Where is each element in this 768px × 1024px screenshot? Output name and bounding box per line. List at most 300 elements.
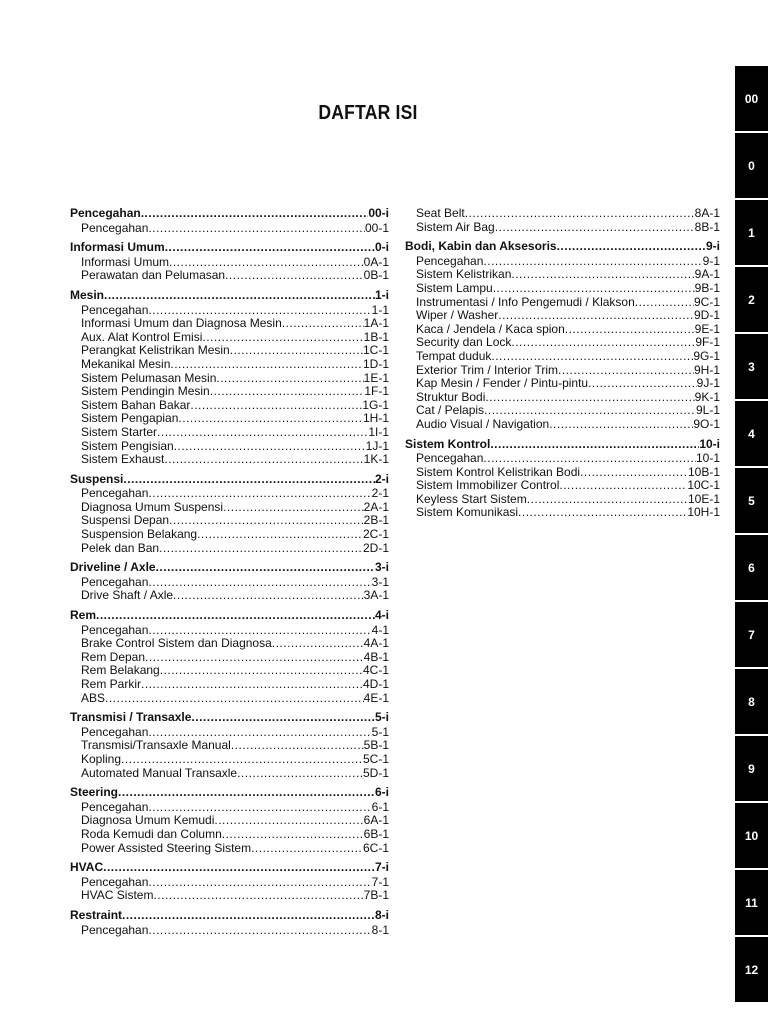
toc-entry[interactable] [70,651,389,665]
toc-entry-label: Pencegahan [81,874,149,889]
toc-entry-label: Drive Shaft / Axle [81,588,174,603]
toc-section-heading-page: 1-i [374,287,389,302]
toc-entry[interactable] [70,344,389,358]
leader-dots [148,726,371,740]
leader-dots [141,207,369,221]
toc-section-heading-page: 7-i [374,860,389,875]
toc-section-heading[interactable] [70,289,389,303]
toc-entry-page: 8A-1 [694,206,720,220]
toc-entry-page: 2A-1 [363,499,389,514]
leader-dots [495,221,695,235]
leader-dots [230,344,363,358]
toc-section-heading-page: 3-i [374,560,389,575]
toc-entry-page: 3A-1 [363,588,389,603]
toc-section-heading-label: Suspensi [70,471,124,486]
leader-dots [159,542,363,556]
leader-dots [165,241,375,255]
leader-dots [222,828,364,842]
toc-entry-label: Rem Belakang [81,663,160,678]
toc-entry-label: Diagnosa Umum Suspensi [81,499,224,514]
leader-dots [485,391,694,405]
toc-entry-label: Pelek dan Ban [81,540,160,555]
toc-entry-label: Pencegahan [81,220,149,235]
toc-entry-page: 1D-1 [362,356,389,371]
toc-entry-label: Seat Belt [416,206,465,220]
toc-section [405,240,720,431]
leader-dots [237,767,363,781]
toc-section-heading[interactable] [70,561,389,575]
toc-entry-label: Cat / Pelapis [416,403,485,418]
toc-entry-page: 10C-1 [687,478,720,493]
toc-entry[interactable] [405,221,720,235]
leader-dots [148,304,371,318]
toc-entry-page: 9B-1 [694,280,720,295]
toc-entry-page: 4D-1 [362,677,389,691]
toc-entry[interactable] [70,576,389,590]
leader-dots [225,269,364,283]
toc-entry[interactable] [70,528,389,542]
toc-entry-page: 9L-1 [695,403,720,418]
toc-entry-page: 6B-1 [363,826,389,841]
toc-entry-page: 2-1 [371,486,389,501]
toc-entry-label: Pencegahan [416,451,484,466]
leader-dots [511,268,694,282]
toc-section-heading-label: Sistem Kontrol [405,436,491,451]
toc-entry-page: 10-1 [695,451,720,466]
section-tab[interactable]: 2 [735,267,768,332]
section-tab[interactable]: 11 [735,870,768,935]
section-tab[interactable]: 00 [735,66,768,131]
leader-dots [518,506,687,520]
toc-section-heading[interactable] [70,909,389,923]
toc-entry-page: 2B-1 [363,513,389,528]
toc-entry-page: 6-1 [371,799,389,814]
toc-entry[interactable] [70,426,389,440]
leader-dots [490,438,699,452]
toc-entry[interactable] [405,268,720,282]
toc-entry[interactable] [70,256,389,270]
toc-entry[interactable] [70,222,389,236]
toc-entry-page: 6A-1 [363,813,389,828]
toc-entry-label: Pencegahan [81,724,149,739]
toc-section-heading-page: 5-i [374,710,389,725]
toc-section [70,241,389,283]
leader-dots [498,309,694,323]
toc-entry-label: Power Assisted Steering Sistem [81,840,252,855]
toc-entry-label: Tempat duduk [416,348,492,363]
toc-entry-page: 7-1 [371,874,389,889]
toc-entry-page: 10E-1 [687,491,720,506]
leader-dots [282,317,364,331]
toc-entry[interactable] [70,304,389,318]
toc-left-column [70,207,389,943]
toc-entry[interactable] [70,924,389,938]
toc-entry[interactable] [70,828,389,842]
leader-dots [148,222,365,236]
leader-dots [202,331,363,345]
leader-dots [493,282,695,296]
leader-dots [148,487,371,501]
toc-entry-label: Pencegahan [416,253,484,268]
toc-entry[interactable] [405,493,720,507]
toc-entry-label: Struktur Bodi [416,389,486,404]
toc-entry-label: Rem Parkir [81,677,142,691]
toc-section-heading[interactable] [70,473,389,487]
toc-entry-label: Instrumentasi / Info Pengemudi / Klakson [416,294,635,309]
toc-entry-label: Sistem Pengapian [81,411,179,426]
toc-entry-label: Perawatan dan Pelumasan [81,268,226,283]
toc-entry-page: 9D-1 [693,308,720,323]
toc-section-heading[interactable] [70,861,389,875]
leader-dots [272,637,364,651]
toc-entry[interactable] [70,814,389,828]
toc-entry-page: 1-1 [371,302,389,317]
toc-section [70,711,389,780]
toc-entry-label: Security dan Lock [416,335,512,350]
leader-dots [559,479,687,493]
leader-dots [160,664,363,678]
toc-entry-label: Kap Mesin / Fender / Pintu-pintu [416,376,589,391]
toc-entry-page: 9-1 [702,253,720,268]
toc-entry-label: Sistem Kontrol Kelistrikan Bodi [416,464,581,479]
toc-entry-page: 0B-1 [363,268,389,283]
toc-entry-page: 4E-1 [363,690,389,705]
toc-entry-page: 9O-1 [693,416,720,431]
toc-entry-page: 3-1 [371,574,389,589]
toc-entry-page: 2C-1 [362,527,389,542]
leader-dots [148,876,371,890]
toc-entry-label: Sistem Immobilizer Control [416,478,560,493]
toc-entry-page: 9G-1 [693,348,720,363]
toc-section-heading-label: Informasi Umum [70,240,165,255]
toc-entry-label: Wiper / Washer [416,308,499,323]
toc-entry-page: 8B-1 [694,219,720,234]
toc-entry[interactable] [405,336,720,350]
toc-entry[interactable] [70,624,389,638]
toc-entry-label: Kopling [81,751,122,766]
toc-entry-label: Aux. Alat Kontrol Emisi [81,329,203,344]
toc-entry[interactable] [70,692,389,706]
toc-entry-page: 4B-1 [363,649,389,664]
leader-dots [465,207,695,221]
toc-entry-page: 1I-1 [368,424,389,439]
toc-entry-page: 9J-1 [696,376,720,391]
toc-entry-page: 9K-1 [694,389,720,404]
toc-entry-label: HVAC Sistem [81,888,154,903]
leader-dots [527,493,688,507]
toc-section [405,438,720,521]
toc-entry-label: Pencegahan [81,574,149,589]
toc-entry-page: 1A-1 [363,316,389,331]
toc-section-heading[interactable] [70,241,389,255]
toc-section-heading[interactable] [70,207,389,221]
toc-entry-label: Sistem Komunikasi [416,505,519,520]
toc-entry-label: Suspensi Depan [81,513,170,528]
toc-entry-page: 5-1 [371,724,389,739]
toc-section-heading-label: Restraint [70,907,123,922]
toc-entry[interactable] [70,399,389,413]
leader-dots [123,473,375,487]
toc-section-heading[interactable] [70,786,389,800]
leader-dots [169,514,364,528]
toc-section-heading-label: Steering [70,785,119,800]
toc-entry-label: ABS [81,690,106,705]
leader-dots [216,372,363,386]
leader-dots [164,453,363,467]
toc-entry[interactable] [70,801,389,815]
toc-section-heading-label: Transmisi / Transaxle [70,710,192,725]
leader-dots [148,924,371,938]
leader-dots [223,501,364,515]
toc-entry[interactable] [70,385,389,399]
toc-entry[interactable] [70,889,389,903]
leader-dots [565,323,695,337]
toc-section [405,207,720,234]
leader-dots [148,576,371,590]
toc-right-column [405,207,720,526]
leader-dots [96,609,375,623]
toc-entry-page: 10H-1 [687,505,720,520]
leader-dots [104,289,375,303]
toc-entry[interactable] [405,391,720,405]
toc-section-heading-page: 00-i [368,206,389,220]
toc-entry-page: 5D-1 [362,765,389,780]
toc-entry[interactable] [70,372,389,386]
toc-entry-label: Pencegahan [81,799,149,814]
toc-section [70,786,389,855]
toc-section-heading[interactable] [70,609,389,623]
toc-entry-page: 9H-1 [693,362,720,377]
toc-entry[interactable] [405,323,720,337]
leader-dots [483,452,696,466]
toc-entry[interactable] [405,466,720,480]
section-tab[interactable]: 8 [735,669,768,734]
toc-entry-page: 2D-1 [362,540,389,555]
toc-entry[interactable] [405,418,720,432]
toc-entry-label: Diagnosa Umum Kemudi [81,813,215,828]
leader-dots [122,909,375,923]
toc-section-heading-page: 4-i [374,608,389,623]
toc-entry[interactable] [70,501,389,515]
toc-entry[interactable] [70,753,389,767]
toc-entry-page: 4A-1 [363,636,389,651]
toc-entry[interactable] [70,726,389,740]
toc-entry[interactable] [405,404,720,418]
leader-dots [178,412,363,426]
toc-section-heading-label: Driveline / Axle [70,560,156,575]
toc-entry-page: 4-1 [371,622,389,637]
leader-dots [588,377,697,391]
toc-entry-label: Kaca / Jendela / Kaca spion [416,321,565,336]
leader-dots [118,786,375,800]
toc-entry[interactable] [70,739,389,753]
toc-entry[interactable] [405,377,720,391]
toc-section [70,289,389,467]
leader-dots [121,753,363,767]
toc-entry-label: Exterior Trim / Interior Trim [416,362,559,377]
toc-entry[interactable] [70,487,389,501]
toc-entry-page: 9C-1 [693,294,720,309]
toc-section-heading-page: 10-i [699,436,720,451]
toc-section [70,861,389,903]
leader-dots [231,739,364,753]
toc-section-heading-page: 8-i [374,907,389,922]
toc-section-heading-page: 0-i [374,240,389,255]
toc-entry-label: Mekanikal Mesin [81,356,171,371]
toc-entry-label: Sistem Pengisian [81,438,174,453]
toc-entry-label: Pencegahan [81,622,149,637]
toc-entry[interactable] [405,309,720,323]
toc-section-heading[interactable] [405,240,720,254]
toc-entry-label: Informasi Umum [81,254,170,269]
section-tab[interactable]: 7 [735,602,768,667]
toc-entry-label: Audio Visual / Navigation [416,416,550,431]
toc-entry[interactable] [70,842,389,856]
toc-entry[interactable] [70,542,389,556]
toc-entry-page: 5B-1 [363,738,389,753]
leader-dots [157,426,368,440]
toc-entry[interactable] [70,876,389,890]
toc-entry[interactable] [405,255,720,269]
leader-dots [251,842,363,856]
toc-entry-page: 1G-1 [362,397,389,412]
toc-entry-label: Sistem Pendingin Mesin [81,384,210,399]
leader-dots [580,466,688,480]
toc-entry-label: Pencegahan [81,486,149,501]
leader-dots [549,418,693,432]
toc-entry[interactable] [70,589,389,603]
toc-entry-label: Rem Depan [81,649,146,664]
toc-entry-label: Brake Control Sistem dan Diagnosa [81,636,272,651]
toc-entry-page: 8-1 [371,922,389,937]
toc-entry[interactable] [405,282,720,296]
toc-entry[interactable] [70,678,389,692]
toc-entry-label: Pencegahan [81,302,149,317]
toc-entry[interactable] [405,296,720,310]
leader-dots [153,889,363,903]
toc-entry-page: 7B-1 [363,888,389,903]
leader-dots [557,240,706,254]
toc-entry[interactable] [70,453,389,467]
toc-entry-page: 1F-1 [364,384,389,399]
toc-entry[interactable] [405,350,720,364]
toc-entry[interactable] [70,664,389,678]
section-tab[interactable]: 1 [735,200,768,265]
toc-section [70,207,389,235]
toc-entry[interactable] [405,506,720,520]
toc-entry[interactable] [405,364,720,378]
toc-entry-page: 10B-1 [687,464,720,479]
section-tab[interactable]: 6 [735,535,768,600]
leader-dots [173,589,364,603]
toc-entry-page: 1E-1 [363,370,389,385]
section-tab[interactable]: 12 [735,937,768,1002]
toc-entry[interactable] [405,452,720,466]
toc-section-heading-page: 2-i [374,471,389,486]
toc-entry[interactable] [70,767,389,781]
toc-entry-page: 5C-1 [362,751,389,766]
toc-entry[interactable] [70,514,389,528]
section-tab[interactable]: 4 [735,401,768,466]
toc-entry-page: 1J-1 [365,438,389,453]
toc-entry-label: Sistem Lampu [416,280,493,295]
leader-dots [148,801,371,815]
toc-entry-page: 1B-1 [363,329,389,344]
toc-entry[interactable] [70,637,389,651]
toc-entry-label: Sistem Bahan Bakar [81,397,191,412]
leader-dots [105,692,364,706]
toc-entry-label: Transmisi/Transaxle Manual [81,738,231,753]
leader-dots [148,624,371,638]
toc-section [70,909,389,937]
toc-section [70,609,389,705]
leader-dots [635,296,694,310]
section-tab[interactable]: 5 [735,468,768,533]
section-tab[interactable]: 10 [735,803,768,868]
toc-entry-label: Roda Kemudi dan Column [81,826,222,841]
page-title: DAFTAR ISI [318,102,418,124]
toc-section-heading-label: Rem [70,608,97,623]
toc-section-heading[interactable] [70,711,389,725]
leader-dots [141,678,363,692]
leader-dots [103,861,375,875]
leader-dots [483,255,702,269]
leader-dots [170,358,363,372]
toc-entry-page: 1K-1 [363,452,389,467]
toc-entry-page: 9F-1 [695,335,720,350]
toc-entry[interactable] [70,358,389,372]
toc-entry-label: Sistem Air Bag [416,219,495,234]
toc-entry[interactable] [70,331,389,345]
leader-dots [169,256,364,270]
toc-entry-page: 9A-1 [694,267,720,282]
leader-dots [491,350,693,364]
leader-dots [190,399,362,413]
toc-entry[interactable] [70,440,389,454]
section-tab[interactable]: 0 [735,133,768,198]
toc-entry-page: 6C-1 [362,840,389,855]
section-tab[interactable]: 3 [735,334,768,399]
toc-section-heading-label: Mesin [70,287,105,302]
toc-entry-label: Automated Manual Transaxle [81,765,238,780]
toc-entry[interactable] [70,269,389,283]
toc-entry-label: Sistem Exhaust [81,452,165,467]
toc-entry-page: 00-1 [364,220,389,235]
toc-entry[interactable] [405,479,720,493]
toc-entry[interactable] [405,207,720,221]
leader-dots [191,711,375,725]
toc-entry-label: Perangkat Kelistrikan Mesin [81,343,230,358]
toc-section-heading-label: HVAC [70,860,104,875]
toc-entry-label: Suspension Belakang [81,527,198,542]
toc-section [70,561,389,603]
toc-section-heading-page: 6-i [374,785,389,800]
toc-entry-label: Informasi Umum dan Diagnosa Mesin [81,316,282,331]
toc-entry-page: 9E-1 [694,321,720,336]
toc-section-heading[interactable] [405,438,720,452]
leader-dots [210,385,365,399]
section-tabs [735,66,768,1006]
leader-dots [145,651,364,665]
toc-entry[interactable] [70,317,389,331]
toc-entry-label: Pencegahan [81,922,149,937]
toc-section-heading-page: 9-i [705,239,720,254]
toc-section [70,473,389,556]
toc-entry-label: Keyless Start Sistem [416,491,527,506]
leader-dots [511,336,695,350]
section-tab[interactable]: 9 [735,736,768,801]
toc-entry[interactable] [70,412,389,426]
